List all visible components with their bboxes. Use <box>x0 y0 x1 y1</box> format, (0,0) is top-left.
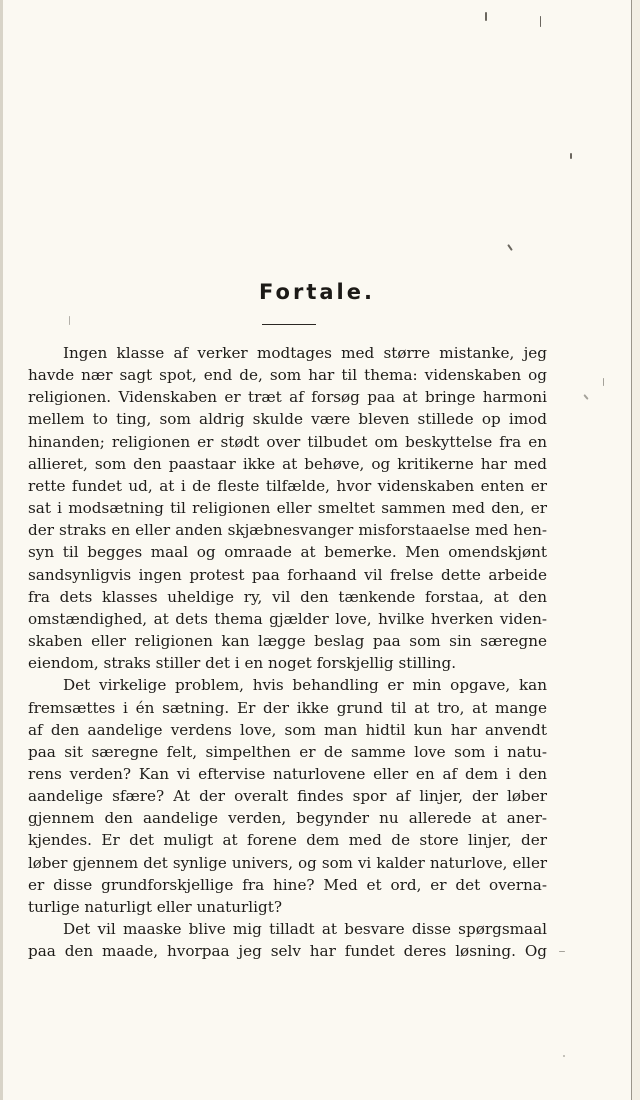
text-line: fra dets klasses uheldige ry, vil den tænkende forstaa, at den <box>28 587 547 606</box>
paragraph-2 <box>28 674 547 918</box>
paper-speck <box>507 244 513 251</box>
text-line: aandelige sfære? At der overalt findes spor af linjer, der løber <box>28 787 547 806</box>
text-line: turlige naturligt eller unaturligt? <box>28 897 282 916</box>
text-line: Ingen klasse af verker modtages med større mistanke, jeg <box>63 344 547 362</box>
text-line: mellem to ting, som aldrig skulde være bleven stillede op imod <box>28 410 547 429</box>
paragraph-3 <box>28 918 547 962</box>
text-line: skaben eller religionen kan lægge beslag paa som sin særegne <box>28 632 547 651</box>
text-line: Det virkelige problem, hvis behandling er min opgave, kan <box>63 676 547 695</box>
text-line: omstændighed, at dets thema gjælder love, hvilke hverken viden- <box>28 609 547 628</box>
title-divider <box>262 324 316 325</box>
paper-speck <box>69 316 70 325</box>
text-line: der straks en eller anden skjæbnesvanger misforstaaelse med hen- <box>28 521 547 540</box>
text-line: paa den maade, hvorpaa jeg selv har fundet deres løsning. Og <box>28 942 547 961</box>
body-text <box>28 342 547 962</box>
paper-speck <box>559 951 565 952</box>
paper-speck <box>540 16 541 27</box>
text-line: syn til begges maal og omraade at bemerke. Men omendskjønt <box>28 543 547 562</box>
text-line: paa sit særegne felt, simpelthen er de samme love som i natu- <box>28 742 547 761</box>
text-line: Det vil maaske blive mig tilladt at besvare disse spørgsmaal <box>63 920 547 939</box>
text-line: af den aandelige verdens love, som man hidtil kun har anvendt <box>28 720 547 739</box>
paragraph-1 <box>28 342 547 674</box>
paper-speck <box>485 12 487 21</box>
text-line: religionen. Videnskaben er træt af forsøg paa at bringe harmoni <box>28 388 547 407</box>
text-line: havde nær sagt spot, end de, som har til thema: videnskaben og <box>28 366 547 385</box>
text-line: løber gjennem det synlige univers, og som vi kalder naturlove, eller <box>28 853 547 872</box>
paper-speck <box>583 394 588 400</box>
text-line: allieret, som den paastaar ikke at behøve, og kritikerne har med <box>28 454 547 473</box>
text-line: hinanden; religionen er stødt over tilbudet om beskyttelse fra en <box>28 432 547 451</box>
text-line: gjennem den aandelige verden, begynder nu allerede at aner- <box>28 809 547 828</box>
text-line: sandsynligvis ingen protest paa forhaand vil frelse dette arbeide <box>28 565 547 584</box>
text-line: eiendom, straks stiller det i en noget forskjellig stilling. <box>28 654 457 673</box>
text-line: rens verden? Kan vi eftervise naturlovene eller en af dem i den <box>28 764 547 783</box>
chapter-title: Fortale. <box>259 280 375 304</box>
text-line: kjendes. Er det muligt at forene dem med de store linjer, der <box>28 831 547 850</box>
text-line: fremsættes i én sætning. Er der ikke grund til at tro, at mange <box>28 698 547 717</box>
text-line: sat i modsætning til religionen eller smeltet sammen med den, er <box>28 499 547 518</box>
text-line: er disse grundforskjellige fra hine? Med et ord, er det overna- <box>28 875 547 894</box>
paper-speck <box>603 378 604 386</box>
paper-speck <box>563 1055 565 1057</box>
paper-speck <box>570 153 572 159</box>
text-line: rette fundet ud, at i de fleste tilfælde, hvor videnskaben enten er <box>28 476 547 495</box>
